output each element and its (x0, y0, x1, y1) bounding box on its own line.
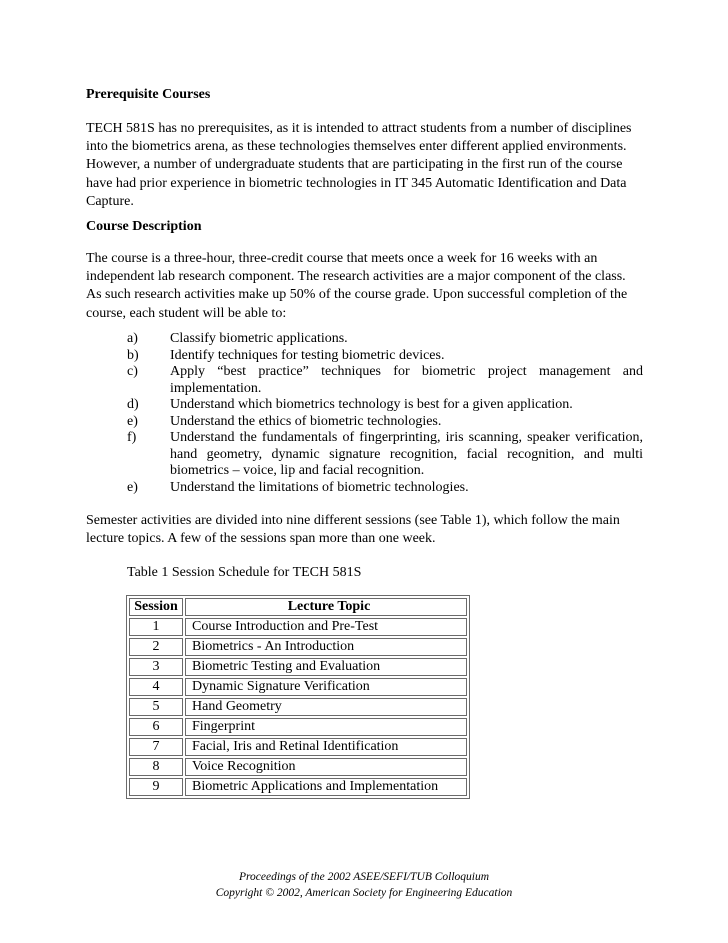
lecture-topic: Dynamic Signature Verification (185, 678, 467, 696)
sessions-paragraph: Semester activities are divided into nine different sessions (see Table 1), which follow the main lecture topics. A few of the sessions span more than one week. (86, 513, 620, 547)
list-item (127, 414, 643, 431)
list-item (127, 480, 643, 497)
lecture-topic: Course Introduction and Pre-Test (185, 618, 467, 636)
prerequisite-paragraph: TECH 581S has no prerequisites, as it is intended to attract students from a number of disciplines into the biometrics arena, as these technologies themselves enter different applied environments. However, a number of undergraduate students that are participating in the first run of the course have had prior experience in biometric technologies in IT 345 Automatic Identification and Data Capture. (86, 121, 632, 209)
lecture-topic: Hand Geometry (185, 698, 467, 716)
list-item-text: Understand the limitations of biometric technologies. (170, 479, 469, 495)
table-row (129, 738, 467, 756)
list-item-text: Understand which biometrics technology is best for a given application. (170, 397, 573, 412)
table-row (129, 718, 467, 736)
table-header-row (129, 598, 467, 616)
lecture-topic: Voice Recognition (185, 758, 467, 776)
list-item (127, 348, 643, 365)
session-number: 5 (129, 698, 183, 716)
objectives-list (127, 331, 643, 496)
course-description-heading: Course Description (86, 219, 202, 234)
list-item-text: Apply “best practice” techniques for biometric project management and implementation. (170, 364, 643, 396)
list-item (127, 364, 643, 397)
prerequisite-heading: Prerequisite Courses (86, 87, 211, 102)
footer-proceedings: Proceedings of the 2002 ASEE/SEFI/TUB Colloquium (238, 871, 490, 883)
list-item-text: Identify techniques for testing biometric devices. (170, 347, 445, 363)
list-marker: c) (127, 364, 138, 379)
list-marker: f) (127, 430, 137, 445)
list-item-text: Understand the ethics of biometric technologies. (170, 413, 442, 429)
course-description-paragraph: The course is a three-hour, three-credit course that meets once a week for 16 weeks with an independent lab research component. The research activities are a major component of the class. As such research activities make up 50% of the course grade. Upon successful completion of the course, each student will be able to: (86, 251, 628, 321)
table-row (129, 658, 467, 676)
list-marker: a) (127, 331, 138, 346)
list-item (127, 397, 643, 414)
session-number: 2 (129, 638, 183, 656)
table-row (129, 758, 467, 776)
session-number: 7 (129, 738, 183, 756)
list-marker: b) (127, 347, 139, 363)
table-row (129, 678, 467, 696)
table-row (129, 618, 467, 636)
table-row (129, 698, 467, 716)
lecture-topic: Biometrics - An Introduction (185, 638, 467, 656)
lecture-topic: Biometric Testing and Evaluation (185, 658, 467, 676)
lecture-topic: Facial, Iris and Retinal Identification (185, 738, 467, 756)
header-session: Session (129, 598, 183, 616)
table-row (129, 778, 467, 796)
session-number: 3 (129, 658, 183, 676)
lecture-topic: Biometric Applications and Implementation (185, 778, 467, 796)
list-marker: e) (127, 413, 138, 429)
session-number: 9 (129, 778, 183, 796)
list-item-text: Understand the fundamentals of fingerprinting, iris scanning, speaker verification, hand geometry, dynamic signature recognition, facial recognition, and multi biometrics – voice, lip and facial recognition. (170, 430, 643, 478)
table-caption: Table 1 Session Schedule for TECH 581S (127, 565, 362, 580)
session-number: 8 (129, 758, 183, 776)
list-item (127, 331, 643, 348)
session-schedule-table (126, 595, 470, 799)
lecture-topic: Fingerprint (185, 718, 467, 736)
header-lecture-topic: Lecture Topic (185, 598, 467, 616)
session-number: 6 (129, 718, 183, 736)
session-number: 4 (129, 678, 183, 696)
list-item (127, 430, 643, 480)
list-marker: e) (127, 479, 138, 495)
footer-copyright: Copyright © 2002, American Society for Engineering Education (215, 887, 513, 899)
list-item-text: Classify biometric applications. (170, 331, 348, 346)
session-number: 1 (129, 618, 183, 636)
list-marker: d) (127, 397, 139, 412)
table-row (129, 638, 467, 656)
